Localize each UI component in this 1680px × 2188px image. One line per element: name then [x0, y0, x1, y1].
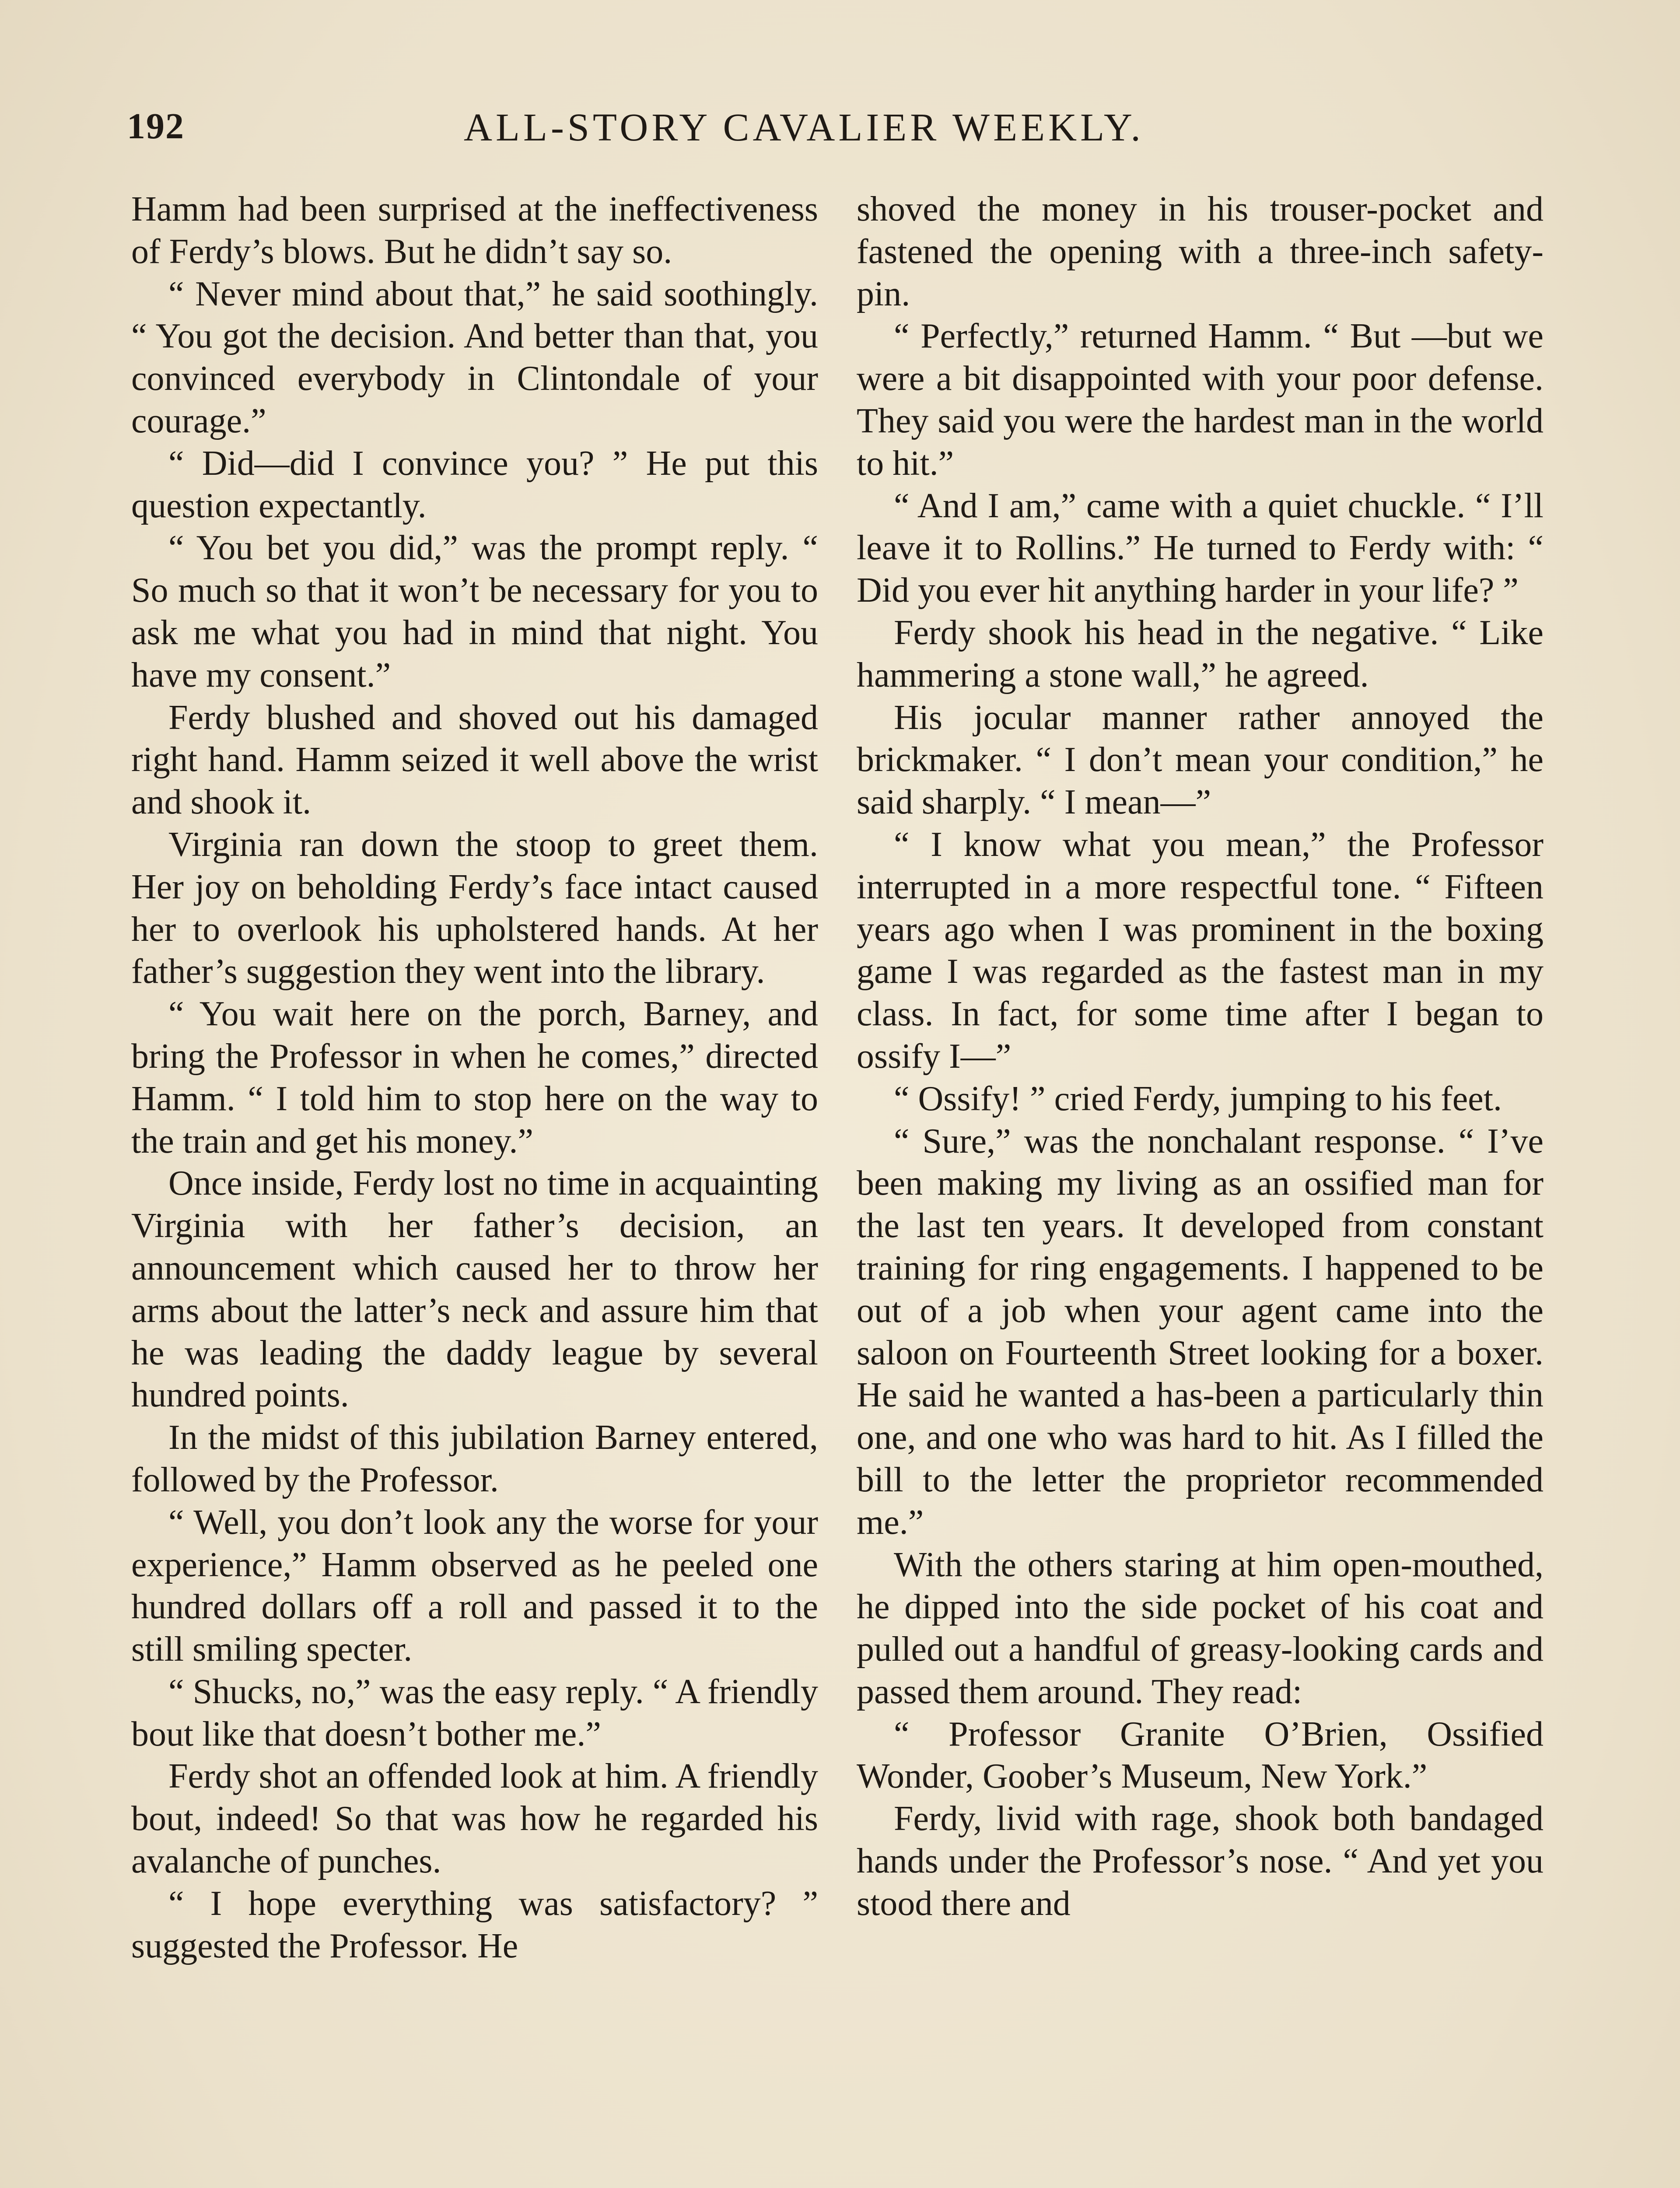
- paragraph: “ I know what you mean,” the Professor interrupted in a more respectful tone. “ Fifteen years ago when I was prominent in the boxing game I was regarded as the fastest man in my class. In fact, for some time after I began to ossify I—”: [857, 825, 1544, 1076]
- paragraph: “ And I am,” came with a quiet chuckle. “ I’ll leave it to Rollins.” He turned to Ferdy with: “ Did you ever hit anything harder in your life? ”: [857, 486, 1544, 610]
- page-number: 192: [127, 106, 185, 147]
- page-header: [127, 105, 1566, 162]
- paragraph: His jocular manner rather annoyed the brickmaker. “ I don’t mean your condition,” he said sharply. “ I mean—”: [857, 698, 1544, 822]
- paragraph: “ Never mind about that,” he said soothingly. “ You got the decision. And better than that, you convinced everybody in Clintondale of your courage.”: [131, 274, 818, 440]
- left-column: [131, 188, 818, 1967]
- paragraph: In the midst of this jubilation Barney entered, followed by the Professor.: [131, 1418, 818, 1499]
- paragraph: “ Shucks, no,” was the easy reply. “ A friendly bout like that doesn’t bother me.”: [131, 1672, 818, 1753]
- right-column: [857, 188, 1544, 1925]
- paragraph: “ Well, you don’t look any the worse for your experience,” Hamm observed as he peeled one hundred dollars off a roll and passed it to the still smiling specter.: [131, 1503, 818, 1669]
- paragraph: Ferdy shot an offended look at him. A friendly bout, indeed! So that was how he regarded his avalanche of punches.: [131, 1757, 818, 1881]
- paragraph: “ Did—did I convince you? ” He put this question expectantly.: [131, 444, 818, 525]
- paragraph: Virginia ran down the stoop to greet them. Her joy on beholding Ferdy’s face intact caused her to overlook his upholstered hands. At her father’s suggestion they went into the library.: [131, 825, 818, 991]
- paragraph: Ferdy blushed and shoved out his damaged right hand. Hamm seized it well above the wrist and shook it.: [131, 698, 818, 822]
- paragraph: “ Ossify! ” cried Ferdy, jumping to his feet.: [894, 1079, 1502, 1118]
- paragraph: “ Professor Granite O’Brien, Ossified Wonder, Goober’s Museum, New York.”: [857, 1715, 1544, 1796]
- paragraph: With the others staring at him open-mouthed, he dipped into the side pocket of his coat and pulled out a handful of greasy-looking cards and passed them around. They read:: [857, 1545, 1544, 1711]
- paragraph: “ I hope everything was satisfactory? ” suggested the Professor. He: [131, 1884, 818, 1965]
- running-title: ALL-STORY CAVALIER WEEKLY.: [464, 106, 1144, 149]
- paragraph: shoved the money in his trouser-pocket and fastened the opening with a three-inch safety-pin.: [857, 190, 1544, 313]
- paragraph: Hamm had been surprised at the ineffectiveness of Ferdy’s blows. But he didn’t say so.: [131, 190, 818, 271]
- paragraph: “ You wait here on the porch, Barney, and bring the Professor in when he comes,” directed Hamm. “ I told him to stop here on the way to the train and get his money.”: [131, 995, 818, 1161]
- paragraph: Ferdy, livid with rage, shook both bandaged hands under the Professor’s nose. “ And yet you stood there and: [857, 1799, 1544, 1923]
- paragraph: “ Sure,” was the nonchalant response. “ I’ve been making my living as an ossified man for the last ten years. It developed from constant training for ring engagements. I happened to be out of a job when your agent came into the saloon on Fourteenth Street looking for a boxer. He said he wanted a has-been a particularly thin one, and one who was hard to hit. As I filled the bill to the letter the proprietor recommended me.”: [857, 1122, 1544, 1542]
- paragraph: Once inside, Ferdy lost no time in acquainting Virginia with her father’s decision, an announcement which caused her to throw her arms about the latter’s neck and assure him that he was leading the daddy league by several hundred points.: [131, 1164, 818, 1415]
- paragraph: “ Perfectly,” returned Hamm. “ But —but we were a bit disappointed with your poor defense. They said you were the hardest man in the world to hit.”: [857, 317, 1544, 483]
- paragraph: Ferdy shook his head in the negative. “ Like hammering a stone wall,” he agreed.: [857, 613, 1544, 694]
- paragraph: “ You bet you did,” was the prompt reply. “ So much so that it won’t be necessary for you to ask me what you had in mind that night. You have my consent.”: [131, 529, 818, 694]
